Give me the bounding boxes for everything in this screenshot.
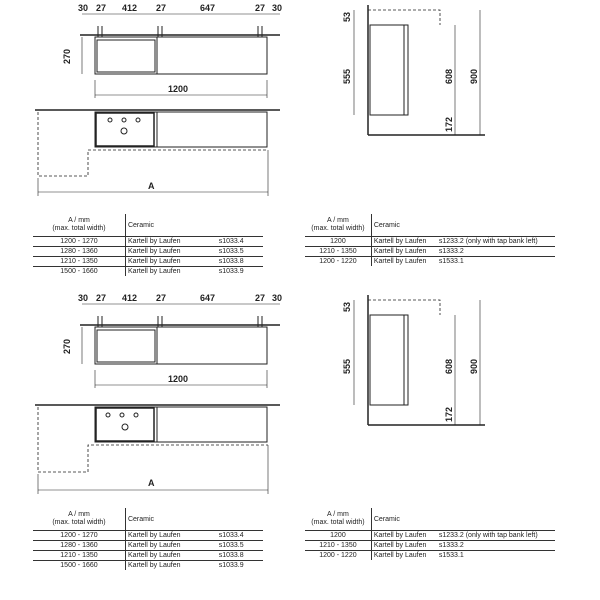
dim-side-right: 608: [444, 358, 454, 374]
table-row: 1210 - 1350 Kartell by Laufen s1333.2: [305, 541, 555, 551]
dim-top-5: 647: [200, 3, 216, 13]
dim-width: 1200: [168, 374, 189, 384]
product-table-left: [33, 214, 263, 276]
dim-side-top: 53: [342, 301, 352, 312]
dim-a: A: [148, 478, 155, 488]
table-row: 1200 - 1220 Kartell by Laufen s1533.1: [305, 257, 555, 267]
dim-top-1: 30: [78, 3, 89, 13]
table-row: 1210 - 1350 Kartell by Laufen s1033.8: [33, 551, 263, 561]
header-ceramic: Ceramic: [127, 515, 155, 523]
table-row: 1210 - 1350 Kartell by Laufen s1033.8: [33, 257, 263, 267]
dim-side-top: 53: [342, 11, 352, 22]
header-ceramic: Ceramic: [373, 221, 400, 229]
dim-side-right: 608: [444, 68, 454, 84]
header-a-mm: A / mm (max. total width): [33, 508, 125, 531]
header-ceramic: Ceramic: [373, 515, 400, 523]
table-row: 1280 - 1360 Kartell by Laufen s1033.5: [33, 247, 263, 257]
dim-a: A: [148, 181, 155, 191]
product-table-left: [33, 508, 263, 570]
dim-top-4: 27: [156, 3, 167, 13]
dim-top-4: 27: [156, 293, 167, 303]
dim-top-3: 412: [122, 293, 138, 303]
dim-side-total: 900: [469, 68, 479, 84]
header-ceramic: Ceramic: [127, 221, 155, 229]
dim-top-6: 27: [255, 3, 266, 13]
table-row: 1500 - 1660 Kartell by Laufen s1033.9: [33, 561, 263, 571]
table-row: 1200 - 1270 Kartell by Laufen s1033.4: [33, 237, 263, 247]
dim-top-1: 30: [78, 293, 89, 303]
table-row: 1200 Kartell by Laufen s1233.2 (only with tap bank left): [305, 237, 555, 247]
dim-top-6: 27: [255, 293, 266, 303]
side-view: [354, 5, 485, 135]
plan-view: [35, 110, 280, 196]
header-a-mm: A / mm (max. total width): [305, 214, 371, 237]
dim-top-2: 27: [96, 293, 107, 303]
table-row: 1280 - 1360 Kartell by Laufen s1033.5: [33, 541, 263, 551]
header-a-mm: A / mm (max. total width): [33, 214, 125, 237]
table-row: 1200 Kartell by Laufen s1233.2 (only with tap bank left): [305, 531, 555, 541]
table-row: 1210 - 1350 Kartell by Laufen s1333.2: [305, 247, 555, 257]
dim-side-bottom: 172: [444, 406, 454, 422]
table-row: 1200 - 1220 Kartell by Laufen s1533.1: [305, 551, 555, 561]
dim-side-mid: 555: [342, 68, 352, 84]
dim-side-total: 900: [469, 358, 479, 374]
product-table-right: [305, 214, 555, 266]
product-table-right: [305, 508, 555, 560]
plan-view: [35, 405, 280, 494]
header-a-mm: A / mm (max. total width): [305, 508, 371, 531]
dim-top-7: 30: [272, 3, 283, 13]
table-row: 1200 - 1270 Kartell by Laufen s1033.4: [33, 531, 263, 541]
dim-side-bottom: 172: [444, 116, 454, 132]
dim-height: 270: [62, 48, 72, 64]
table-row: 1500 - 1660 Kartell by Laufen s1033.9: [33, 267, 263, 277]
dim-height: 270: [62, 338, 72, 354]
dim-top-7: 30: [272, 293, 283, 303]
dim-top-5: 647: [200, 293, 216, 303]
dim-top-2: 27: [96, 3, 107, 13]
side-view: [354, 295, 485, 425]
dim-width: 1200: [168, 84, 189, 94]
dim-top-3: 412: [122, 3, 138, 13]
dim-side-mid: 555: [342, 358, 352, 374]
